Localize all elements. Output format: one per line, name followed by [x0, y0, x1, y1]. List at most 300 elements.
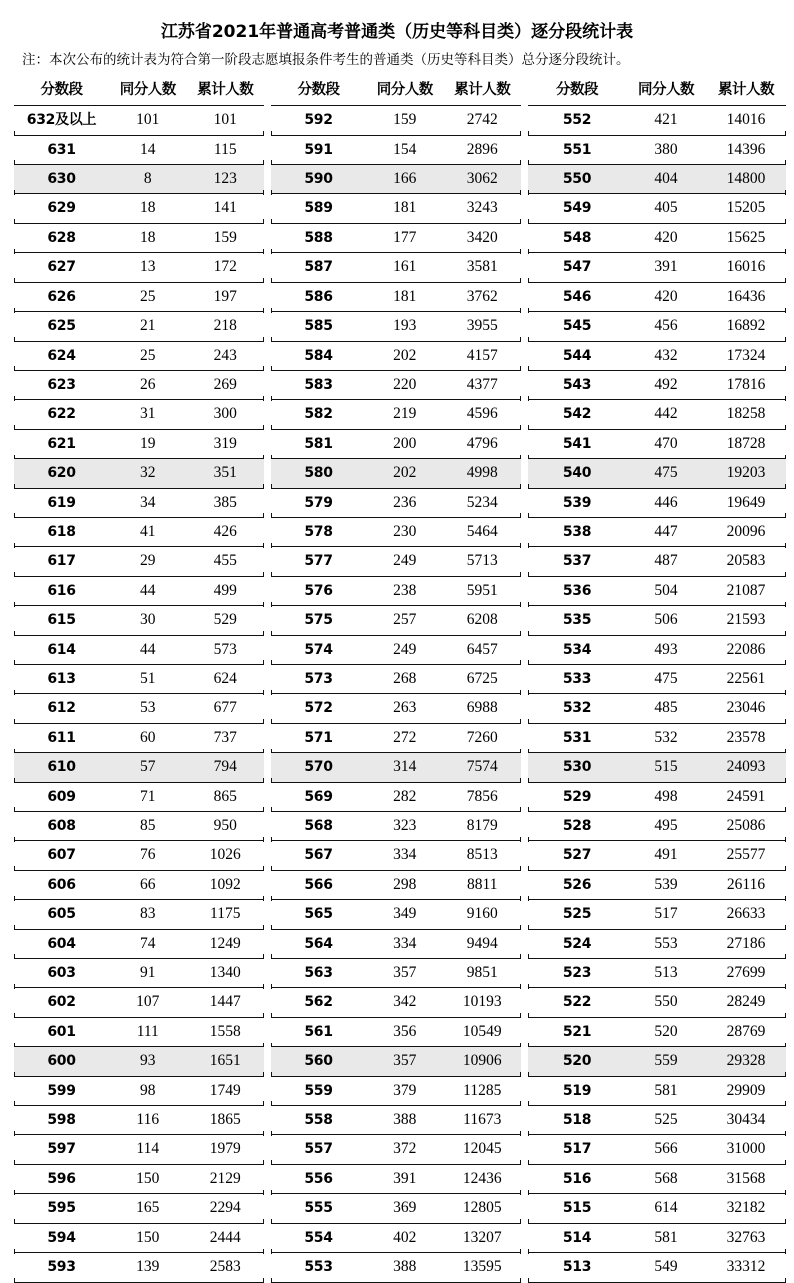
cell-cumulative-count: 385: [187, 488, 265, 517]
cell-cumulative-count: 172: [187, 253, 265, 282]
table-row: [14, 517, 264, 546]
table-row: [528, 194, 786, 223]
cell-same-count: 520: [626, 1017, 706, 1046]
cell-same-count: 202: [366, 459, 444, 488]
cell-cumulative-count: 455: [187, 547, 265, 576]
cell-cumulative-count: 115: [187, 135, 265, 164]
cell-same-count: 404: [626, 165, 706, 194]
table-row: [14, 341, 264, 370]
table-row: [271, 1253, 521, 1282]
cell-score: 611: [14, 723, 109, 752]
cell-cumulative-count: 4796: [444, 429, 522, 458]
cell-score: 605: [14, 900, 109, 929]
table-row: [271, 1076, 521, 1105]
table-row: [14, 1194, 264, 1223]
cell-cumulative-count: 351: [187, 459, 265, 488]
cell-score: 571: [271, 723, 366, 752]
cell-cumulative-count: 10193: [444, 988, 522, 1017]
table-row: [528, 282, 786, 311]
cell-score: 609: [14, 782, 109, 811]
cell-cumulative-count: 21087: [706, 576, 786, 605]
cell-same-count: 51: [109, 664, 187, 693]
cell-same-count: 159: [366, 106, 444, 135]
table-row: [528, 370, 786, 399]
table-row: [528, 106, 786, 135]
cell-same-count: 41: [109, 517, 187, 546]
cell-same-count: 405: [626, 194, 706, 223]
cell-cumulative-count: 7574: [444, 753, 522, 782]
table-row: [271, 900, 521, 929]
cell-same-count: 334: [366, 929, 444, 958]
cell-same-count: 525: [626, 1106, 706, 1135]
cell-cumulative-count: 11285: [444, 1076, 522, 1105]
cell-score: 528: [528, 812, 626, 841]
cell-cumulative-count: 1979: [187, 1135, 265, 1164]
cell-score: 587: [271, 253, 366, 282]
table-row: [14, 1076, 264, 1105]
cell-score: 603: [14, 959, 109, 988]
cell-cumulative-count: 3955: [444, 312, 522, 341]
cell-cumulative-count: 18728: [706, 429, 786, 458]
cell-score: 619: [14, 488, 109, 517]
cell-same-count: 101: [109, 106, 187, 135]
cell-score: 583: [271, 370, 366, 399]
table-row: [271, 812, 521, 841]
table-row: [271, 576, 521, 605]
table-row: [271, 370, 521, 399]
cell-cumulative-count: 2129: [187, 1164, 265, 1193]
cell-cumulative-count: 8513: [444, 841, 522, 870]
cell-cumulative-count: 2444: [187, 1223, 265, 1252]
cell-cumulative-count: 16892: [706, 312, 786, 341]
cell-score: 549: [528, 194, 626, 223]
cell-score: 555: [271, 1194, 366, 1223]
cell-cumulative-count: 31000: [706, 1135, 786, 1164]
cell-same-count: 380: [626, 135, 706, 164]
cell-cumulative-count: 1749: [187, 1076, 265, 1105]
cell-cumulative-count: 218: [187, 312, 265, 341]
header-score: 分数段: [271, 78, 366, 106]
cell-same-count: 13: [109, 253, 187, 282]
table-row: [528, 223, 786, 252]
cell-cumulative-count: 9160: [444, 900, 522, 929]
cell-cumulative-count: 3062: [444, 165, 522, 194]
cell-cumulative-count: 950: [187, 812, 265, 841]
cell-score: 554: [271, 1223, 366, 1252]
cell-same-count: 166: [366, 165, 444, 194]
cell-same-count: 74: [109, 929, 187, 958]
cell-cumulative-count: 11673: [444, 1106, 522, 1135]
table-row: [271, 959, 521, 988]
table-row: [528, 341, 786, 370]
table-row: [271, 1135, 521, 1164]
cell-score: 543: [528, 370, 626, 399]
cell-same-count: 442: [626, 400, 706, 429]
cell-same-count: 420: [626, 223, 706, 252]
cell-cumulative-count: 8811: [444, 870, 522, 899]
cell-same-count: 456: [626, 312, 706, 341]
cell-score: 530: [528, 753, 626, 782]
cell-cumulative-count: 737: [187, 723, 265, 752]
table-row: [528, 812, 786, 841]
cell-score: 623: [14, 370, 109, 399]
table-row: [14, 106, 264, 135]
table-row: [271, 723, 521, 752]
table-row: [271, 1164, 521, 1193]
cell-score: 550: [528, 165, 626, 194]
cell-cumulative-count: 10549: [444, 1017, 522, 1046]
cell-score: 517: [528, 1135, 626, 1164]
cell-cumulative-count: 18258: [706, 400, 786, 429]
cell-same-count: 356: [366, 1017, 444, 1046]
cell-cumulative-count: 4998: [444, 459, 522, 488]
header-score: 分数段: [528, 78, 626, 106]
table-row: [528, 1253, 786, 1282]
cell-same-count: 200: [366, 429, 444, 458]
cell-cumulative-count: 3243: [444, 194, 522, 223]
cell-score: 559: [271, 1076, 366, 1105]
cell-same-count: 491: [626, 841, 706, 870]
table-row: [14, 429, 264, 458]
cell-same-count: 25: [109, 282, 187, 311]
cell-cumulative-count: 197: [187, 282, 265, 311]
table-row: [14, 782, 264, 811]
cell-score: 529: [528, 782, 626, 811]
cell-score: 588: [271, 223, 366, 252]
cell-cumulative-count: 25086: [706, 812, 786, 841]
table-row: [14, 664, 264, 693]
table-body-3: [528, 106, 786, 1282]
cell-same-count: 34: [109, 488, 187, 517]
cell-same-count: 111: [109, 1017, 187, 1046]
cell-score: 574: [271, 635, 366, 664]
cell-same-count: 553: [626, 929, 706, 958]
cell-score: 542: [528, 400, 626, 429]
cell-cumulative-count: 1026: [187, 841, 265, 870]
cell-cumulative-count: 17816: [706, 370, 786, 399]
table-row: [14, 870, 264, 899]
cell-score: 573: [271, 664, 366, 693]
cell-score: 539: [528, 488, 626, 517]
cell-score: 513: [528, 1253, 626, 1282]
table-header-row: [271, 78, 521, 106]
cell-same-count: 581: [626, 1076, 706, 1105]
cell-same-count: 391: [366, 1164, 444, 1193]
cell-same-count: 513: [626, 959, 706, 988]
table-row: [528, 400, 786, 429]
cell-cumulative-count: 5951: [444, 576, 522, 605]
cell-cumulative-count: 14800: [706, 165, 786, 194]
cell-score: 548: [528, 223, 626, 252]
cell-score: 556: [271, 1164, 366, 1193]
cell-score: 564: [271, 929, 366, 958]
cell-cumulative-count: 141: [187, 194, 265, 223]
table-row: [14, 547, 264, 576]
cell-score: 547: [528, 253, 626, 282]
cell-cumulative-count: 12436: [444, 1164, 522, 1193]
table-row: [271, 282, 521, 311]
cell-score: 514: [528, 1223, 626, 1252]
cell-score: 602: [14, 988, 109, 1017]
cell-same-count: 98: [109, 1076, 187, 1105]
table-header-row: [528, 78, 786, 106]
cell-cumulative-count: 19203: [706, 459, 786, 488]
table-row: [14, 723, 264, 752]
table-row: [271, 488, 521, 517]
score-columns-container: [0, 69, 794, 1282]
cell-score: 538: [528, 517, 626, 546]
cell-same-count: 57: [109, 753, 187, 782]
cell-same-count: 19: [109, 429, 187, 458]
cell-cumulative-count: 5234: [444, 488, 522, 517]
cell-score: 616: [14, 576, 109, 605]
table-row: [528, 841, 786, 870]
cell-score: 592: [271, 106, 366, 135]
cell-score: 541: [528, 429, 626, 458]
cell-cumulative-count: 29909: [706, 1076, 786, 1105]
cell-same-count: 91: [109, 959, 187, 988]
cell-score: 522: [528, 988, 626, 1017]
table-header-row: [14, 78, 264, 106]
cell-cumulative-count: 2742: [444, 106, 522, 135]
cell-same-count: 342: [366, 988, 444, 1017]
score-table-3: [528, 78, 786, 1282]
cell-score: 604: [14, 929, 109, 958]
cell-same-count: 30: [109, 606, 187, 635]
cell-score: 627: [14, 253, 109, 282]
table-row: [271, 253, 521, 282]
cell-score: 536: [528, 576, 626, 605]
cell-score: 607: [14, 841, 109, 870]
table-row: [528, 1164, 786, 1193]
table-row: [528, 1135, 786, 1164]
table-row: [271, 165, 521, 194]
cell-same-count: 263: [366, 694, 444, 723]
cell-same-count: 60: [109, 723, 187, 752]
cell-score: 598: [14, 1106, 109, 1135]
cell-cumulative-count: 6988: [444, 694, 522, 723]
table-row: [271, 694, 521, 723]
table-row: [528, 1047, 786, 1076]
cell-score: 622: [14, 400, 109, 429]
table-row: [14, 694, 264, 723]
table-row: [528, 312, 786, 341]
cell-score: 610: [14, 753, 109, 782]
cell-same-count: 475: [626, 459, 706, 488]
cell-same-count: 31: [109, 400, 187, 429]
table-row: [14, 400, 264, 429]
cell-same-count: 238: [366, 576, 444, 605]
cell-score: 620: [14, 459, 109, 488]
cell-cumulative-count: 9851: [444, 959, 522, 988]
cell-same-count: 487: [626, 547, 706, 576]
table-row: [528, 635, 786, 664]
table-row: [271, 135, 521, 164]
cell-cumulative-count: 24093: [706, 753, 786, 782]
cell-cumulative-count: 12805: [444, 1194, 522, 1223]
table-row: [271, 459, 521, 488]
cell-cumulative-count: 20583: [706, 547, 786, 576]
cell-same-count: 26: [109, 370, 187, 399]
cell-cumulative-count: 1249: [187, 929, 265, 958]
table-row: [528, 459, 786, 488]
cell-score: 613: [14, 664, 109, 693]
cell-score: 630: [14, 165, 109, 194]
cell-same-count: 420: [626, 282, 706, 311]
table-row: [14, 1017, 264, 1046]
score-column-1: [14, 78, 264, 1282]
table-row: [528, 1106, 786, 1135]
cell-score: 524: [528, 929, 626, 958]
cell-score: 570: [271, 753, 366, 782]
cell-score: 516: [528, 1164, 626, 1193]
cell-same-count: 298: [366, 870, 444, 899]
score-table-2: [271, 78, 521, 1282]
cell-score: 600: [14, 1047, 109, 1076]
table-row: [528, 1017, 786, 1046]
cell-same-count: 421: [626, 106, 706, 135]
table-row: [14, 841, 264, 870]
table-row: [14, 929, 264, 958]
cell-cumulative-count: 28249: [706, 988, 786, 1017]
cell-cumulative-count: 319: [187, 429, 265, 458]
table-row: [14, 988, 264, 1017]
table-row: [271, 312, 521, 341]
cell-same-count: 150: [109, 1164, 187, 1193]
cell-score: 527: [528, 841, 626, 870]
table-row: [528, 1194, 786, 1223]
cell-cumulative-count: 300: [187, 400, 265, 429]
cell-same-count: 249: [366, 635, 444, 664]
cell-score: 579: [271, 488, 366, 517]
table-row: [528, 606, 786, 635]
cell-cumulative-count: 2896: [444, 135, 522, 164]
table-row: [528, 900, 786, 929]
cell-same-count: 369: [366, 1194, 444, 1223]
cell-score: 551: [528, 135, 626, 164]
cell-cumulative-count: 4157: [444, 341, 522, 370]
cell-score: 558: [271, 1106, 366, 1135]
cell-same-count: 161: [366, 253, 444, 282]
cell-cumulative-count: 499: [187, 576, 265, 605]
table-row: [14, 459, 264, 488]
cell-score: 584: [271, 341, 366, 370]
cell-cumulative-count: 32182: [706, 1194, 786, 1223]
cell-score: 589: [271, 194, 366, 223]
cell-same-count: 220: [366, 370, 444, 399]
table-row: [14, 488, 264, 517]
cell-cumulative-count: 1175: [187, 900, 265, 929]
cell-cumulative-count: 9494: [444, 929, 522, 958]
cell-score: 586: [271, 282, 366, 311]
cell-cumulative-count: 5713: [444, 547, 522, 576]
cell-score: 552: [528, 106, 626, 135]
table-row: [528, 517, 786, 546]
cell-score: 537: [528, 547, 626, 576]
cell-score: 515: [528, 1194, 626, 1223]
cell-same-count: 391: [626, 253, 706, 282]
cell-cumulative-count: 23578: [706, 723, 786, 752]
cell-cumulative-count: 7856: [444, 782, 522, 811]
cell-same-count: 372: [366, 1135, 444, 1164]
cell-cumulative-count: 865: [187, 782, 265, 811]
cell-cumulative-count: 25577: [706, 841, 786, 870]
cell-cumulative-count: 1092: [187, 870, 265, 899]
cell-same-count: 32: [109, 459, 187, 488]
cell-same-count: 334: [366, 841, 444, 870]
cell-score: 594: [14, 1223, 109, 1252]
cell-cumulative-count: 101: [187, 106, 265, 135]
cell-cumulative-count: 3762: [444, 282, 522, 311]
cell-cumulative-count: 31568: [706, 1164, 786, 1193]
cell-same-count: 177: [366, 223, 444, 252]
cell-score: 544: [528, 341, 626, 370]
table-row: [528, 870, 786, 899]
cell-same-count: 193: [366, 312, 444, 341]
cell-cumulative-count: 677: [187, 694, 265, 723]
cell-same-count: 107: [109, 988, 187, 1017]
cell-score: 533: [528, 664, 626, 693]
table-row: [14, 223, 264, 252]
cell-cumulative-count: 30434: [706, 1106, 786, 1135]
cell-cumulative-count: 14396: [706, 135, 786, 164]
table-row: [271, 664, 521, 693]
page-title: 江苏省2021年普通高考普通类（历史等科目类）逐分段统计表: [160, 22, 634, 42]
table-row: [14, 282, 264, 311]
cell-same-count: 44: [109, 576, 187, 605]
cell-cumulative-count: 2294: [187, 1194, 265, 1223]
cell-cumulative-count: 573: [187, 635, 265, 664]
cell-score: 523: [528, 959, 626, 988]
header-cumulative-count: 累计人数: [706, 78, 786, 106]
table-row: [528, 1076, 786, 1105]
cell-score: 617: [14, 547, 109, 576]
cell-cumulative-count: 21593: [706, 606, 786, 635]
cell-same-count: 71: [109, 782, 187, 811]
cell-same-count: 498: [626, 782, 706, 811]
table-row: [271, 517, 521, 546]
cell-cumulative-count: 8179: [444, 812, 522, 841]
table-row: [14, 606, 264, 635]
table-row: [14, 812, 264, 841]
cell-same-count: 114: [109, 1135, 187, 1164]
cell-cumulative-count: 26116: [706, 870, 786, 899]
cell-same-count: 219: [366, 400, 444, 429]
table-row: [14, 635, 264, 664]
table-row: [528, 988, 786, 1017]
cell-score: 581: [271, 429, 366, 458]
cell-score: 566: [271, 870, 366, 899]
cell-cumulative-count: 529: [187, 606, 265, 635]
table-row: [528, 135, 786, 164]
cell-score: 535: [528, 606, 626, 635]
table-row: [14, 194, 264, 223]
cell-cumulative-count: 16016: [706, 253, 786, 282]
cell-score: 614: [14, 635, 109, 664]
cell-score: 576: [271, 576, 366, 605]
cell-score: 631: [14, 135, 109, 164]
cell-same-count: 154: [366, 135, 444, 164]
table-row: [528, 488, 786, 517]
cell-cumulative-count: 1340: [187, 959, 265, 988]
cell-score: 567: [271, 841, 366, 870]
table-row: [271, 753, 521, 782]
cell-cumulative-count: 1865: [187, 1106, 265, 1135]
cell-same-count: 282: [366, 782, 444, 811]
cell-cumulative-count: 27186: [706, 929, 786, 958]
cell-score: 632及以上: [14, 106, 109, 135]
table-row: [271, 400, 521, 429]
